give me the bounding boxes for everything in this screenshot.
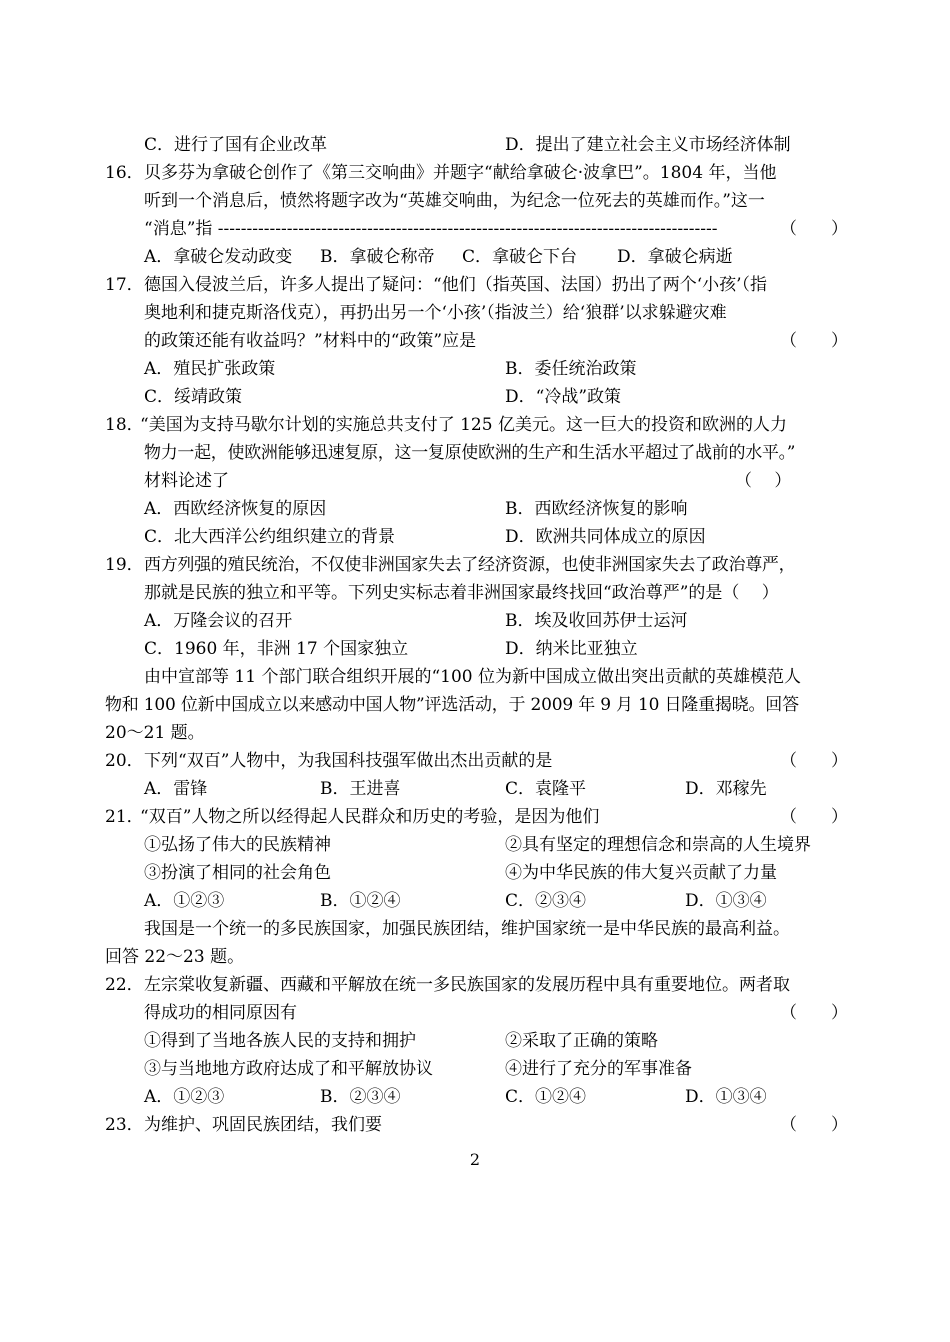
q17-answer-paren: （ ）	[780, 331, 848, 351]
q19-option-a: A．万隆会议的召开	[144, 611, 293, 631]
q22-item3: ③与当地地方政府达成了和平解放协议	[144, 1059, 433, 1079]
q22-item1: ①得到了当地各族人民的支持和拥护	[144, 1031, 416, 1051]
q21-number: 21．	[105, 807, 144, 827]
q22-item2: ②采取了正确的策略	[505, 1031, 658, 1051]
q17-option-d: D．“冷战”政策	[505, 387, 622, 407]
q20-option-c: C．袁隆平	[505, 779, 587, 799]
q20-answer-paren: （ ）	[780, 751, 848, 771]
q19-number: 19．	[105, 555, 144, 575]
q21-option-c: C．②③④	[505, 891, 587, 911]
q16-line1: 贝多芬为拿破仑创作了《第三交响曲》并题字“献给拿破仑·波拿巴”。1804 年，当他	[144, 163, 777, 183]
q22-option-d: D．①③④	[685, 1087, 767, 1107]
q18-option-c: C．北大西洋公约组织建立的背景	[144, 527, 396, 547]
q17-line3: 的政策还能有收益吗？”材料中的“政策”应是	[144, 331, 477, 351]
q16-line2: 听到一个消息后，愤然将题字改为“英雄交响曲，为纪念一位死去的英雄而作。”这一	[144, 191, 765, 211]
q16-number: 16．	[105, 163, 144, 183]
q18-answer-paren: （ ）	[735, 471, 792, 491]
q22-option-b: B．②③④	[320, 1087, 401, 1107]
q20-option-a: A．雷锋	[144, 779, 208, 799]
q17-number: 17．	[105, 275, 144, 295]
q15-option-d: D．提出了建立社会主义市场经济体制	[505, 135, 791, 155]
q21-option-b: B．①②④	[320, 891, 401, 911]
q22-answer-paren: （ ）	[780, 1003, 848, 1023]
q20-option-b: B．王进喜	[320, 779, 401, 799]
q16-answer-paren: （ ）	[780, 219, 848, 239]
q19-line1: 西方列强的殖民统治，不仅使非洲国家失去了经济资源，也使非洲国家失去了政治尊严，	[144, 555, 796, 575]
q15-option-c: C．进行了国有企业改革	[144, 135, 328, 155]
q21-item4: ④为中华民族的伟大复兴贡献了力量	[505, 863, 777, 883]
q22-line2: 得成功的相同原因有	[144, 1003, 297, 1023]
q20-line1: 下列“双百”人物中，为我国科技强军做出杰出贡献的是	[144, 751, 553, 771]
q19-option-b: B．埃及收回苏伊士运河	[505, 611, 688, 631]
q16-line3: “消息”指 ---------------------------------------------------------------------------------------	[144, 219, 718, 239]
q22-option-c: C．①②④	[505, 1087, 587, 1107]
q19-option-c: C．1960 年，非洲 17 个国家独立	[144, 639, 409, 659]
q16-option-a: A．拿破仑发动政变	[144, 247, 293, 267]
intro-20-21-line2: 物和 100 位新中国成立以来感动中国人物”评选活动，于 2009 年 9 月 10 日隆重揭晓。回答	[105, 695, 799, 715]
q19-line2: 那就是民族的独立和平等。下列史实标志着非洲国家最终找回“政治尊严”的是（ ）	[144, 583, 779, 603]
q16-option-c: C．拿破仑下台	[462, 247, 578, 267]
q17-line1: 德国入侵波兰后，许多人提出了疑问：“他们（指英国、法国）扔出了两个‘小孩’（指	[144, 275, 767, 295]
q18-line2: 物力一起，使欧洲能够迅速复原，这一复原使欧洲的生产和生活水平超过了战前的水平。”	[144, 443, 796, 463]
q17-option-a: A．殖民扩张政策	[144, 359, 276, 379]
q19-option-d: D．纳米比亚独立	[505, 639, 638, 659]
q18-line1: “美国为支持马歇尔计划的实施总共支付了 125 亿美元。这一巨大的投资和欧洲的人力	[140, 415, 787, 435]
q23-line1: 为维护、巩固民族团结，我们要	[144, 1115, 382, 1135]
q16-option-b: B．拿破仑称帝	[320, 247, 435, 267]
q21-option-a: A．①②③	[144, 891, 225, 911]
q22-number: 22．	[105, 975, 144, 995]
q21-item3: ③扮演了相同的社会角色	[144, 863, 331, 883]
q23-answer-paren: （ ）	[780, 1115, 848, 1135]
q21-line1: “双百”人物之所以经得起人民群众和历史的考验，是因为他们	[140, 807, 600, 827]
q17-option-b: B．委任统治政策	[505, 359, 637, 379]
q20-number: 20．	[105, 751, 144, 771]
q21-item1: ①弘扬了伟大的民族精神	[144, 835, 331, 855]
q21-answer-paren: （ ）	[780, 807, 848, 827]
q22-item4: ④进行了充分的军事准备	[505, 1059, 692, 1079]
q16-option-d: D．拿破仑病逝	[617, 247, 733, 267]
intro-22-23-line1: 我国是一个统一的多民族国家，加强民族团结，维护国家统一是中华民族的最高利益。	[144, 919, 790, 939]
q22-option-a: A．①②③	[144, 1087, 225, 1107]
q23-number: 23．	[105, 1115, 144, 1135]
q20-option-d: D．邓稼先	[685, 779, 767, 799]
q18-number: 18．	[105, 415, 144, 435]
q21-item2: ②具有坚定的理想信念和崇高的人生境界	[505, 835, 811, 855]
intro-20-21-line3: 20～21 题。	[105, 723, 205, 743]
q18-option-b: B．西欧经济恢复的影响	[505, 499, 688, 519]
q21-option-d: D．①③④	[685, 891, 767, 911]
q18-option-a: A．西欧经济恢复的原因	[144, 499, 327, 519]
q17-line2: 奥地利和捷克斯洛伐克），再扔出另一个‘小孩’（指波兰）给‘狼群’以求躲避灾难	[144, 303, 727, 323]
intro-22-23-line2: 回答 22～23 题。	[105, 947, 245, 967]
q18-option-d: D．欧洲共同体成立的原因	[505, 527, 706, 547]
page-number: 2	[469, 1150, 481, 1169]
q22-line1: 左宗棠收复新疆、西藏和平解放在统一多民族国家的发展历程中具有重要地位。两者取	[144, 975, 790, 995]
q17-option-c: C．绥靖政策	[144, 387, 243, 407]
intro-20-21-line1: 由中宣部等 11 个部门联合组织开展的“100 位为新中国成立做出突出贡献的英雄模范人	[144, 667, 801, 687]
q18-line3: 材料论述了	[144, 471, 229, 491]
